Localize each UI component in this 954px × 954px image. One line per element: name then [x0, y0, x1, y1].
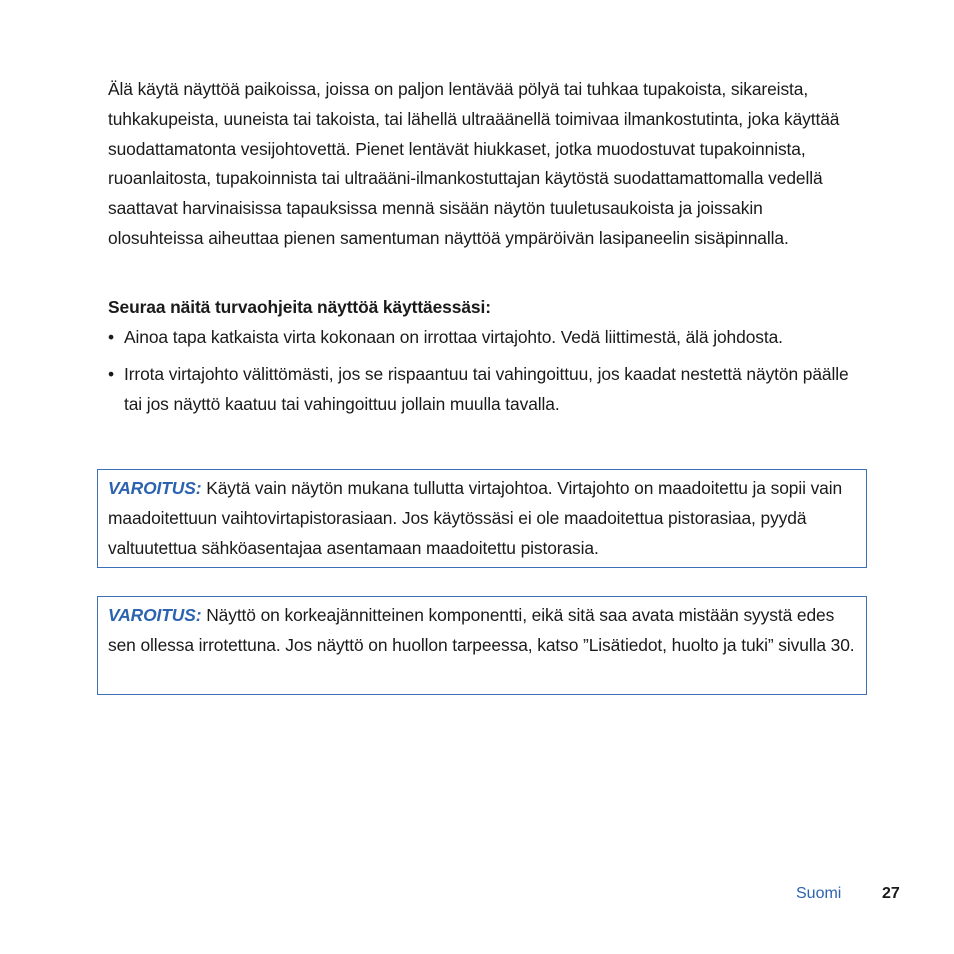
- bullet-text: Irrota virtajohto välittömästi, jos se rispaantuu tai vahingoittuu, jos kaadat nestettä näytön päälle tai jos näyttö kaatuu tai vahingoittuu jollain muulla tavalla.: [124, 363, 849, 414]
- warning-box: [97, 469, 867, 568]
- bullet-icon: •: [108, 327, 114, 347]
- warning-text: Käytä vain näytön mukana tullutta virtajohtoa. Virtajohto on maadoitettu ja sopii vain maadoitettuun vaihtovirtapistorasiaan. Jos käytössäsi ei ole maadoitettua pistorasiaa, pyydä valtuutettua sähköasentajaa asentamaan maadoitettu pistorasia.: [108, 478, 843, 558]
- footer-section-name: Suomi: [796, 885, 842, 902]
- warning-box: [97, 596, 867, 695]
- bullet-text: Ainoa tapa katkaista virta kokonaan on irrottaa virtajohto. Vedä liittimestä, älä johdosta.: [124, 327, 783, 347]
- footer-page-number: 27: [882, 885, 900, 902]
- bullet-item: [108, 323, 850, 353]
- safety-heading: Seuraa näitä turvaohjeita näyttöä käyttäessäsi:: [108, 297, 491, 317]
- intro-paragraph: Älä käytä näyttöä paikoissa, joissa on paljon lentävää pölyä tai tuhkaa tupakoista, sikareista, tuhkakupeista, uuneista tai takoista, tai lähellä ultraäänellä toimivaa ilmankostutinta, joka käyttää suodattamatonta vesijohtovettä. Pienet lentävät hiukkaset, jotka muodostuvat tupakoinnista, ruoanlaitosta, tupakoinnista tai ultraääni-ilmankostuttajan käytöstä suodattamattomalla vedellä saattavat harvinaisissa tapauksissa mennä sisään näytön tuuletusaukoista ja joissakin olosuhteissa aiheuttaa pienen samentuman näyttöä ympäröivän lasipaneelin sisäpinnalla.: [108, 79, 840, 248]
- bullet-item: [108, 360, 850, 420]
- bullet-icon: •: [108, 363, 114, 384]
- safety-bullet-list: [108, 323, 850, 426]
- warning-label: VAROITUS:: [108, 478, 202, 498]
- warning-label: VAROITUS:: [108, 605, 202, 625]
- warning-text: Näyttö on korkeajännitteinen komponentti, eikä sitä saa avata mistään syystä edes sen ollessa irrotettuna. Jos näyttö on huollon tarpeessa, katso ”Lisätiedot, huolto ja tuki” sivulla 30.: [108, 605, 855, 655]
